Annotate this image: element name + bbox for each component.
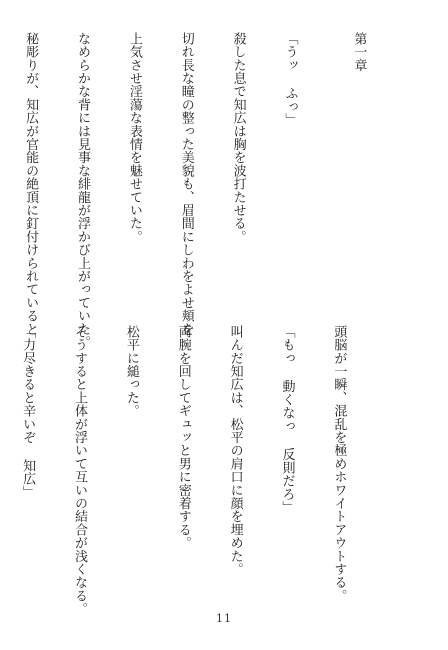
text-line: そうすると上体が浮いて互いの結合が浅くなる。 [71,325,87,616]
text-line: 上気させ淫蕩な表情を魅せていた。 [126,32,142,244]
text-line: 「力尽きると辛いぞ 知広」 [20,325,36,499]
page-number: 11 [216,612,232,625]
text-line: 頭脳が一瞬、混乱を極めホワイトアウトする。 [331,325,347,603]
text-line: 「うッ ふっ」 [282,32,298,127]
text-line: 両腕を回してギュッと男に密着する。 [175,325,191,550]
chapter-title: 第一章 [351,32,367,72]
text-line: 松平に縋った。 [123,325,139,418]
text-line: 秘彫りが、知広が官能の絶頂に釘付けられていると [23,32,39,336]
text-line: 殺した息で知広は胸を波打たせる。 [230,32,246,244]
text-line: なめらかな背には見事な緋龍が浮かび上がっていた。 [74,32,90,349]
text-line: 「もっ 動くなっ 反則だろ」 [279,325,295,514]
text-line: 叫んだ知広は、松平の肩口に顔を埋めた。 [227,325,243,576]
upper-text-block [0,32,402,349]
text-line: 切れ長な瞳の整った美貌も、眉間にしわをよせ頬を [178,32,194,336]
lower-text-block [0,325,382,625]
